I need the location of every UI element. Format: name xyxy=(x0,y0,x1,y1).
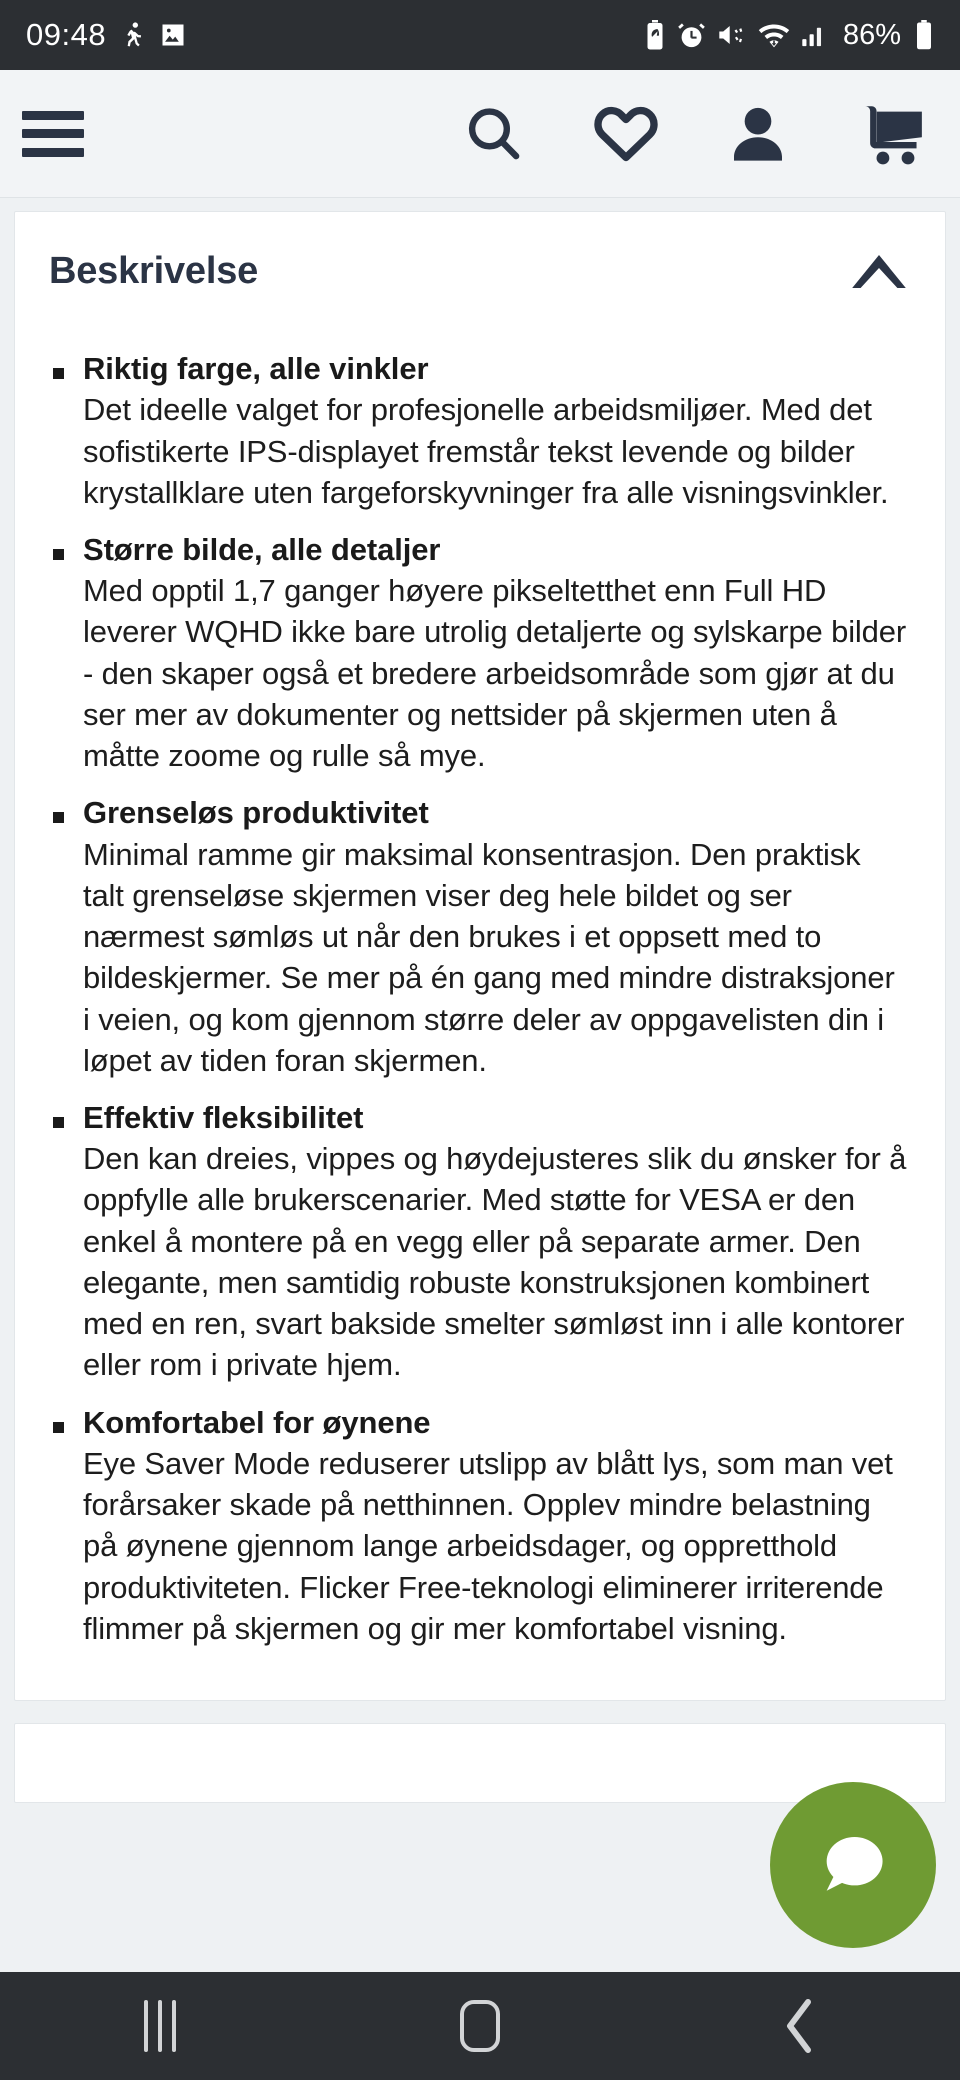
recents-bar xyxy=(158,2000,162,2052)
feature-title: Riktig farge, alle vinkler xyxy=(83,351,429,386)
next-card[interactable] xyxy=(14,1723,946,1803)
description-card xyxy=(14,211,946,1701)
list-item xyxy=(53,1403,907,1649)
header-actions xyxy=(462,102,934,166)
home-icon xyxy=(460,2000,500,2052)
feature-title: Effektiv fleksibilitet xyxy=(83,1099,364,1135)
signal-icon xyxy=(801,21,827,49)
status-bar xyxy=(0,0,960,70)
feature-text: Den kan dreies, vippes og høydejusteres slik du ønsker for å oppfylle alle brukerscenarier. Med støtte for VESA er den enkel å montere på en vegg eller på separate armer. Den elegante, men samtidig robuste konstruksjonen kombinert med en ren, svart bakside smelter sømløst inn i alle kontorer eller rom i private hjem. xyxy=(83,1141,907,1383)
feature-text: Minimal ramme gir maksimal konsentrasjon. Den praktisk talt grenseløse skjermen viser deg hele bildet og ser nærmest sømløs ut når den brukes i et oppsett med to bildeskjermer. Se mer på én gang med mindre distraksjoner i veien, og kom gjennom større deler av oppgavelisten din i løpet av tiden foran skjermen. xyxy=(83,836,895,1078)
hamburger-bar xyxy=(22,111,84,120)
recents-bar xyxy=(144,2000,148,2052)
feature-text: Med opptil 1,7 ganger høyere pikseltetthet enn Full HD leverer WQHD ikke bare utrolig detaljerte og sylskarpe bilder - den skaper også et bredere arbeidsområde som gjør at du ser mer av dokumenter og nettsider på skjermen uten å måtte zoome og rulle så mye. xyxy=(83,573,907,774)
android-nav-bar xyxy=(0,1972,960,2080)
app-header xyxy=(0,70,960,198)
battery-icon xyxy=(914,20,934,50)
description-card-body xyxy=(15,293,945,1649)
chevron-up-icon[interactable] xyxy=(851,253,907,291)
alarm-icon xyxy=(677,21,706,50)
list-item xyxy=(53,1098,907,1386)
hamburger-menu-icon[interactable] xyxy=(22,111,84,157)
image-icon xyxy=(159,21,187,49)
back-chevron-icon xyxy=(784,1998,816,2054)
hamburger-bar xyxy=(22,129,84,138)
back-button[interactable] xyxy=(730,1972,870,2080)
account-person-icon[interactable] xyxy=(726,102,790,166)
battery-saver-icon xyxy=(644,20,666,50)
wishlist-heart-icon[interactable] xyxy=(592,102,660,166)
list-item xyxy=(53,793,907,1081)
feature-title: Grenseløs produktivitet xyxy=(83,795,429,831)
list-item xyxy=(53,349,907,513)
battery-percentage: 86% xyxy=(842,18,901,51)
running-person-icon xyxy=(119,20,146,50)
feature-title: Større bilde, alle detaljer xyxy=(83,531,441,567)
recents-icon xyxy=(144,2000,176,2052)
wifi-icon xyxy=(758,21,790,49)
hamburger-bar xyxy=(22,148,84,157)
status-clock: 09:48 xyxy=(26,17,107,52)
chat-button[interactable] xyxy=(770,1782,936,1948)
chat-bubble-icon xyxy=(810,1822,896,1908)
page-title: Beskrivelse xyxy=(49,250,259,292)
feature-text: Det ideelle valget for profesjonelle arbeidsmiljøer. Med det sofistikerte IPS-displayet fremstår tekst levende og bilder krystallklare uten fargeforskyvninger fra alle visningsvinkler. xyxy=(83,392,889,510)
page-content xyxy=(0,198,960,1972)
search-icon[interactable] xyxy=(462,102,526,166)
home-button[interactable] xyxy=(410,1972,550,2080)
recents-button[interactable] xyxy=(90,1972,230,2080)
mute-icon xyxy=(717,21,747,49)
feature-text: Eye Saver Mode reduserer utslipp av blått lys, som man vet forårsaker skade på netthinnen. Opplev mindre belastning på øynene gjennom lange arbeidsdager, og oppretthold produktiviteten. Flicker Free-teknologi eliminerer irriterende flimmer på skjermen og gir mer komfortabel visning. xyxy=(83,1445,893,1646)
description-card-header[interactable] xyxy=(15,212,945,293)
list-item xyxy=(53,530,907,776)
feature-list xyxy=(53,349,907,1649)
feature-title: Komfortabel for øynene xyxy=(83,1404,431,1440)
cart-icon[interactable] xyxy=(856,102,928,166)
recents-bar xyxy=(172,2000,176,2052)
status-bar-left xyxy=(26,17,187,53)
status-bar-right xyxy=(644,19,934,52)
